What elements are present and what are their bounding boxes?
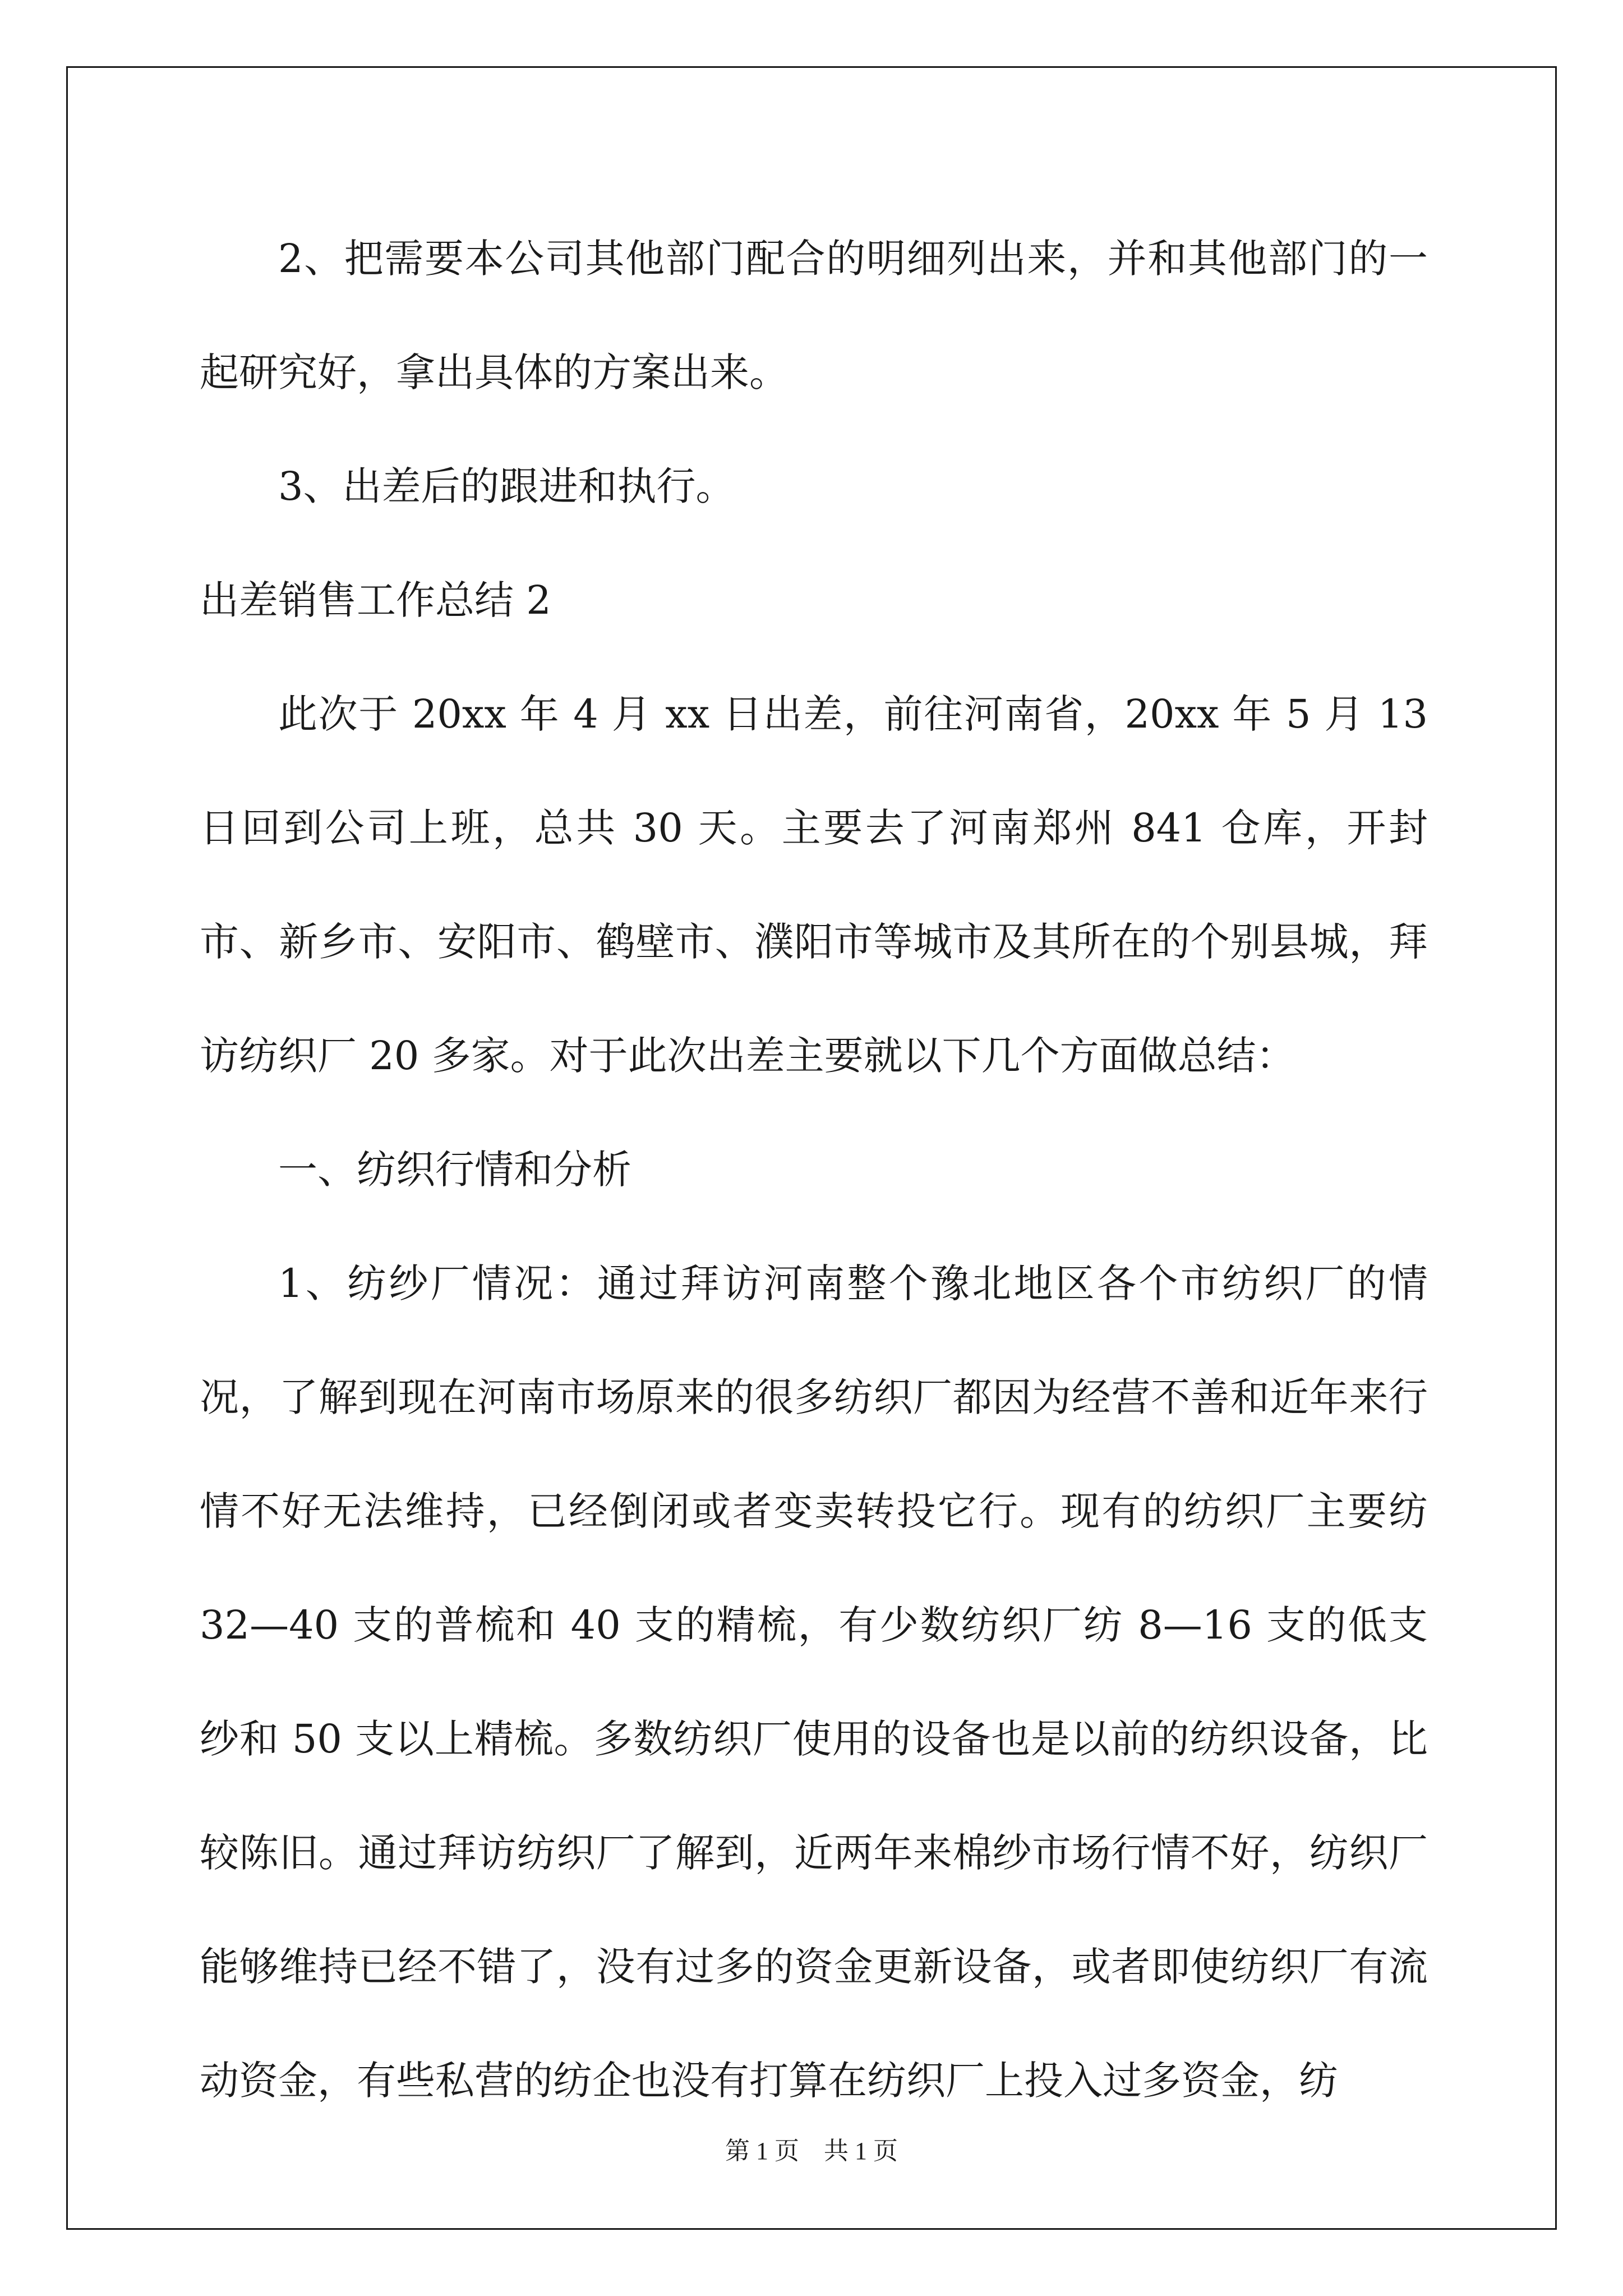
paragraph-trip-overview: 此次于 20xx 年 4 月 xx 日出差，前往河南省，20xx 年 5 月 13 日回到公司上班，总共 30 天。主要去了河南郑州 841 仓库，开封市、新乡市、安阳市、鹤壁市、濮阳市等城市及其所在的个别县城，拜访纺织厂 20 多家。对于此次出差主要就以下几个方面做总结： — [200, 691, 1428, 1079]
page-footer: 第 1 页 共 1 页 — [725, 2137, 898, 2165]
paragraph-item-2: 2、把需要本公司其他部门配合的明细列出来，并和其他部门的一起研究好，拿出具体的方案出来。 — [200, 236, 1428, 395]
subheading-market-analysis: 一、纺织行情和分析 — [278, 1147, 631, 1193]
paragraph-item-3: 3、出差后的跟进和执行。 — [278, 463, 735, 509]
paragraph-spinning-mills: 1、纺纱厂情况：通过拜访河南整个豫北地区各个市纺织厂的情况，了解到现在河南市场原来的很多纺织厂都因为经营不善和近年来行情不好无法维持，已经倒闭或者变卖转投它行。现有的纺织厂主要纺 32—40 支的普梳和 40 支的精梳，有少数纺织厂纺 8—16 支的低支纱和 50 支以上精梳。多数纺织厂使用的设备也是以前的纺织设备，比较陈旧。通过拜访纺织厂了解到，近两年来棉纱市场行情不好，纺织厂能够维持已经不错了，没有过多的资金更新设备，或者即使纺织厂有流动资金，有些私营的纺企也没有打算在纺织厂上投入过多资金，纺 — [200, 1260, 1428, 2104]
section-heading: 出差销售工作总结 2 — [200, 577, 551, 623]
document-body — [200, 202, 1428, 2138]
